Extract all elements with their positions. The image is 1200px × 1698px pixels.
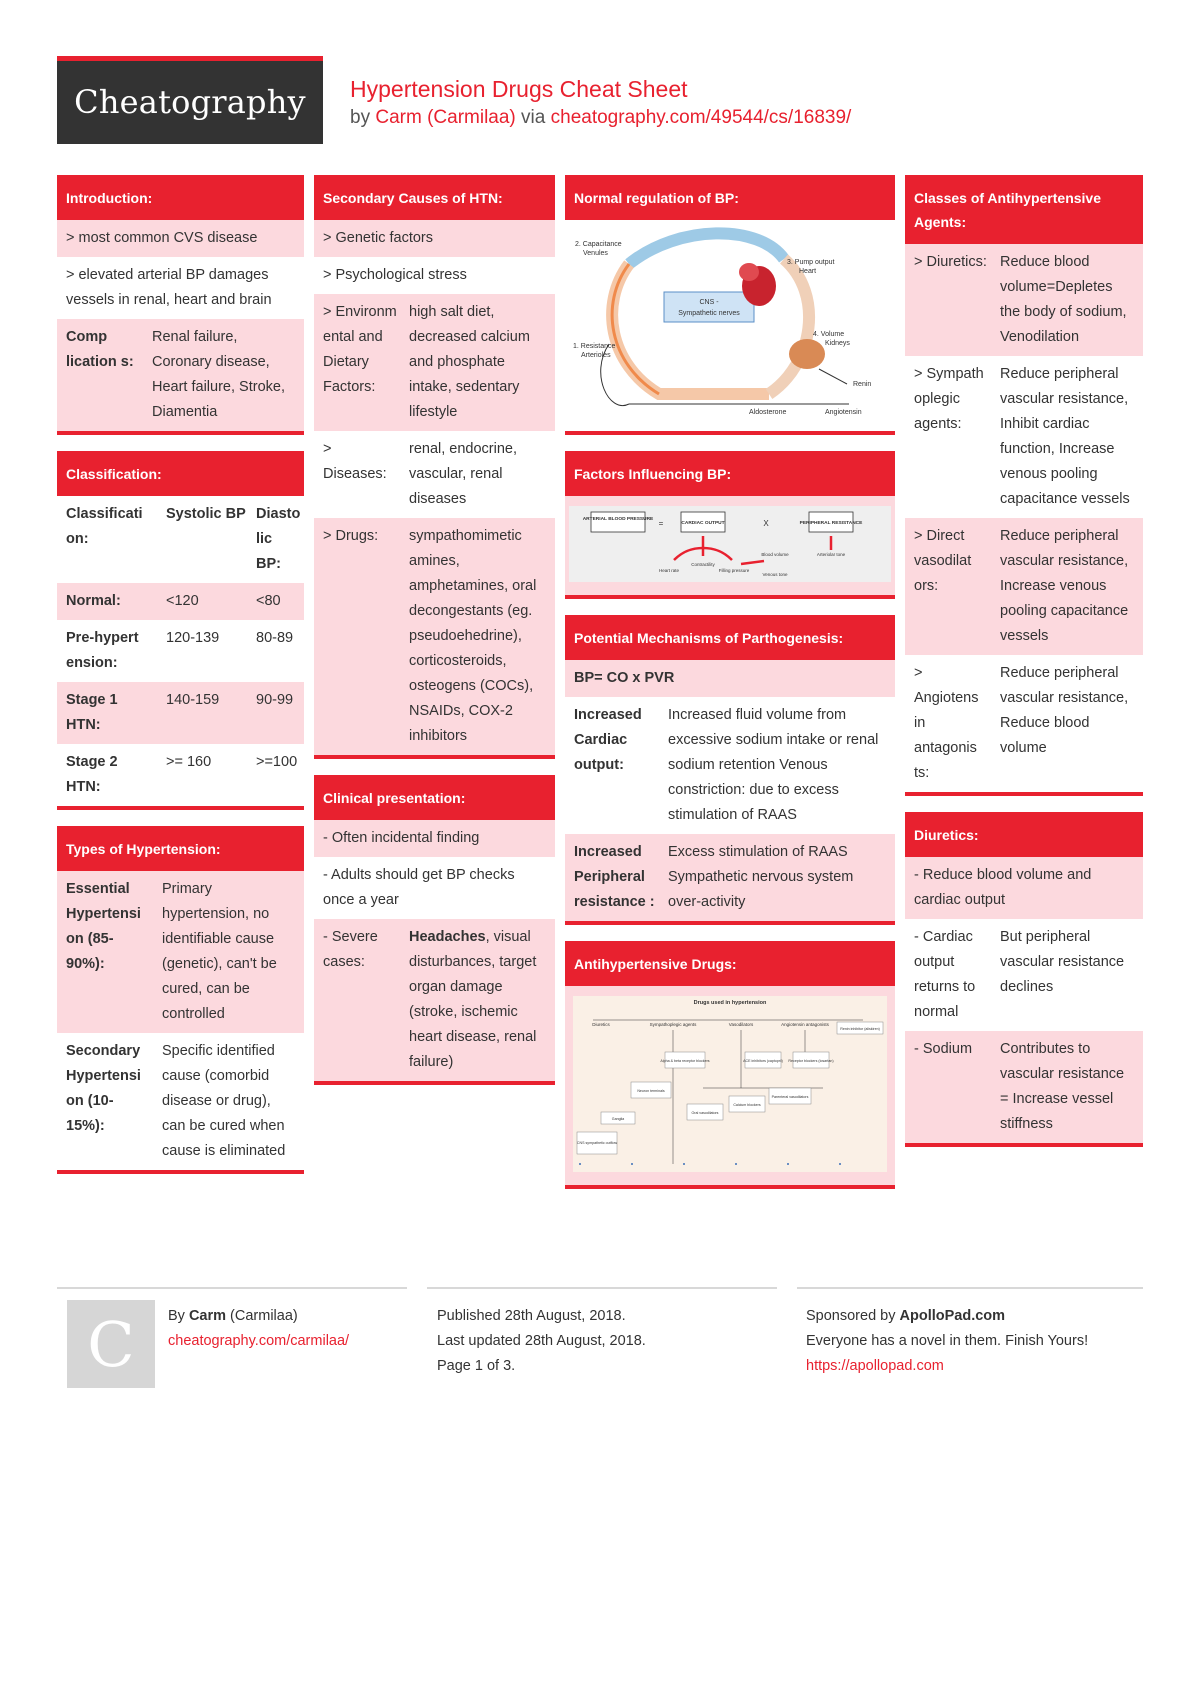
- table-row: Stage 2 HTN: >= 160 >=100: [57, 744, 304, 806]
- column-3: [565, 175, 895, 1205]
- secondary-causes-section: [314, 175, 555, 759]
- table-row: - Cardiac output returns to normal But peripheral vascular resistance declines: [905, 919, 1143, 1031]
- volume-label: 4. Volume: [813, 331, 845, 338]
- table-row: > Diuretics: Reduce blood volume=Depletes the body of sodium, Venodilation: [905, 244, 1143, 356]
- renin-label: Renin: [853, 381, 872, 388]
- table-row: > Direct vasodilat ors: Reduce peripheral vascular resistance, Increase venous pooling capacitance vessels: [905, 518, 1143, 655]
- logo-text: Cheatography: [74, 83, 306, 121]
- classification-title: Classification:: [57, 451, 304, 496]
- table-row: > Environm ental and Dietary Factors: high salt diet, decreased calcium and phosphate intake, sedentary lifestyle: [314, 294, 555, 431]
- diuretics-title: Diuretics:: [905, 812, 1143, 857]
- factors-title: Factors Influencing BP:: [565, 451, 895, 496]
- severe-cases-row: - Severe cases: Headaches, visual disturbances, target organ damage (stroke, ischemic heart disease, renal failure): [314, 919, 555, 1081]
- node-vasodilators: Vasodilators: [728, 1022, 754, 1027]
- table-row: Increased Peripheral resistance : Excess stimulation of RAAS Sympathetic nervous system over-activity: [565, 834, 895, 921]
- kidneys-label: Kidneys: [825, 340, 850, 347]
- pr-label: PERIPHERAL RESISTANCE: [799, 521, 863, 526]
- table-row: > Angiotens in antagonis ts: Reduce peripheral vascular resistance, Reduce blood volume: [905, 655, 1143, 792]
- introduction-title: Introduction:: [57, 175, 304, 220]
- capacitance-label: 2. Capacitance: [575, 241, 622, 248]
- types-section: [57, 826, 304, 1174]
- arterioles-label: Arterioles: [581, 352, 611, 359]
- footer-author: By Carm (Carmilaa) cheatography.com/carmilaa/: [168, 1304, 349, 1354]
- list-item: - Adults should get BP checks once a year: [314, 857, 555, 919]
- column-2: [314, 175, 555, 1101]
- normal-regulation-section: [565, 175, 895, 435]
- avatar-letter: C: [87, 1308, 135, 1381]
- pump-label: 3. Pump output: [787, 259, 835, 266]
- node-diuretics: Diuretics: [592, 1022, 610, 1027]
- drug-tree-title: Drugs used in hypertension: [693, 1000, 767, 1006]
- table-row: > Diseases: renal, endocrine, vascular, renal diseases: [314, 431, 555, 518]
- aldosterone-label: Aldosterone: [749, 409, 787, 416]
- sheet-url-link[interactable]: cheatography.com/49544/cs/16839/: [550, 107, 852, 128]
- heart-label: Heart: [799, 268, 817, 275]
- drugs-figure: [565, 986, 895, 1185]
- clinical-title: Clinical presentation:: [314, 775, 555, 820]
- regulation-figure: [565, 220, 895, 431]
- footer-dates: Published 28th August, 2018. Last updated 28th August, 2018. Page 1 of 3.: [437, 1308, 646, 1374]
- table-header: Classificati on: Systolic BP Diasto lic BP:: [57, 496, 304, 583]
- table-row: Essential Hypertensi on (85-90%): Primary hypertension, no identifiable cause (genetic), can't be cured, can be controlled: [57, 871, 304, 1033]
- table-row: - Sodium Contributes to vascular resistance = Increase vessel stiffness: [905, 1031, 1143, 1143]
- drugs-title: Antihypertensive Drugs:: [565, 941, 895, 986]
- node-parenteral-vasodilators: Parenteral vasodilators: [771, 1095, 809, 1099]
- node-oral-vasodilators: Oral vasodilators: [691, 1111, 719, 1115]
- table-row: Stage 1 HTN: 140-159 90-99: [57, 682, 304, 744]
- drugs-section: [565, 941, 895, 1189]
- footer-divider: [797, 1287, 1143, 1289]
- author-link[interactable]: Carm (Carmilaa): [375, 107, 516, 128]
- list-item: > Genetic factors: [314, 220, 555, 257]
- node-receptor-blockers: Receptor blockers (losartan): [788, 1059, 834, 1063]
- node-ace: ACE inhibitors (captopril): [743, 1059, 783, 1063]
- node-renin: Renin inhibitor (aliskiren): [840, 1027, 880, 1031]
- page-title: Hypertension Drugs Cheat Sheet: [350, 76, 688, 102]
- byline: by Carm (Carmilaa) via cheatography.com/49544/cs/16839/: [350, 107, 852, 128]
- classes-section: [905, 175, 1143, 796]
- heart-rate-label: Heart rate: [658, 568, 680, 573]
- secondary-causes-title: Secondary Causes of HTN:: [314, 175, 555, 220]
- column-1: [57, 175, 304, 1190]
- node-angiotensin: Angiotensin antagonists: [781, 1022, 829, 1027]
- cns-label: CNS -: [699, 299, 719, 306]
- kidney-shape: [789, 339, 825, 369]
- types-title: Types of Hypertension:: [57, 826, 304, 871]
- arteriolar-tone-label: Arteriolar tone: [816, 552, 846, 557]
- table-row: > Sympath oplegic agents: Reduce peripheral vascular resistance, Inhibit cardiac function, Increase venous pooling capacitance vessels: [905, 356, 1143, 518]
- factors-section: [565, 451, 895, 599]
- node-ganglia: Ganglia: [611, 1117, 625, 1121]
- node-sympathoplegic: Sympathoplegic agents: [649, 1022, 697, 1027]
- sponsor-link[interactable]: https://apollopad.com: [806, 1358, 944, 1374]
- factors-figure: [565, 496, 895, 595]
- author-profile-link[interactable]: cheatography.com/carmilaa/: [168, 1333, 350, 1349]
- table-row: Pre-hypert ension: 120-139 80-89: [57, 620, 304, 682]
- blood-volume-label: Blood volume: [761, 552, 789, 557]
- classification-section: [57, 451, 304, 810]
- table-row: > Drugs: sympathomimetic amines, amphetamines, oral decongestants (eg. pseudoehedrine), corticosteroids, osteogens (COCs), NSAIDs, COX-2 inhibitors: [314, 518, 555, 755]
- factors-diagram: [569, 506, 891, 582]
- node-neuron-terminals: Neuron terminals: [637, 1089, 665, 1093]
- table-row: Normal: <120 <80: [57, 583, 304, 620]
- complications-row: Comp lication s: Renal failure, Coronary disease, Heart failure, Stroke, Diamentia: [57, 319, 304, 431]
- table-row: Increased Cardiac output: Increased fluid volume from excessive sodium intake or renal sodium retention Venous constriction: due to excess stimulation of RAAS: [565, 697, 895, 834]
- diuretics-section: [905, 812, 1143, 1147]
- table-row: Secondary Hypertensi on (10-15%): Specific identified cause (comorbid disease or drug), can be cured when cause is eliminated: [57, 1033, 304, 1170]
- angiotensin-label: Angiotensin: [825, 409, 862, 416]
- co-label: CARDIAC OUTPUT: [681, 521, 725, 526]
- node-calcium-blockers: Calcium blockers: [733, 1103, 761, 1107]
- mechanisms-section: [565, 615, 895, 925]
- formula: BP= CO x PVR: [565, 660, 895, 697]
- contractility-label: Contractility: [691, 562, 715, 567]
- list-item: > Psychological stress: [314, 257, 555, 294]
- drugs-tree-diagram: [573, 996, 887, 1172]
- introduction-section: [57, 175, 304, 435]
- classes-title: Classes of Antihypertensive Agents:: [905, 175, 1143, 244]
- mechanisms-title: Potential Mechanisms of Parthogenesis:: [565, 615, 895, 660]
- normal-regulation-title: Normal regulation of BP:: [565, 175, 895, 220]
- abp-label: ARTERIAL BLOOD PRESSURE: [582, 517, 654, 522]
- equals-label: =: [658, 519, 664, 528]
- list-item: - Reduce blood volume and cardiac output: [905, 857, 1143, 919]
- bp-regulation-diagram: [569, 224, 891, 424]
- column-4: [905, 175, 1143, 1163]
- node-alpha-beta: Alpha & beta receptor blockers: [660, 1059, 710, 1063]
- times-label: X: [763, 519, 769, 528]
- list-item: > elevated arterial BP damages vessels in renal, heart and brain: [57, 257, 304, 319]
- node-cns-outflow: CNS sympathetic outflow: [576, 1141, 618, 1145]
- footer-sponsor: Sponsored by ApolloPad.com Everyone has a novel in them. Finish Yours! https://apollopad.com: [806, 1304, 1088, 1379]
- venules-label: Venules: [583, 250, 608, 257]
- author-avatar[interactable]: [67, 1300, 155, 1388]
- sponsor-name[interactable]: ApolloPad.com: [899, 1308, 1006, 1324]
- cheatography-logo[interactable]: [57, 56, 323, 144]
- filling-pressure-label: Filling pressure: [718, 568, 750, 573]
- list-item: > most common CVS disease: [57, 220, 304, 257]
- sympathetic-label: Sympathetic nerves: [678, 310, 740, 317]
- clinical-section: [314, 775, 555, 1085]
- footer-divider: [427, 1287, 777, 1289]
- footer-divider: [57, 1287, 407, 1289]
- list-item: - Often incidental finding: [314, 820, 555, 857]
- resistance-label: 1. Resistance: [573, 343, 616, 350]
- venous-tone-label: Venous tone: [762, 572, 788, 577]
